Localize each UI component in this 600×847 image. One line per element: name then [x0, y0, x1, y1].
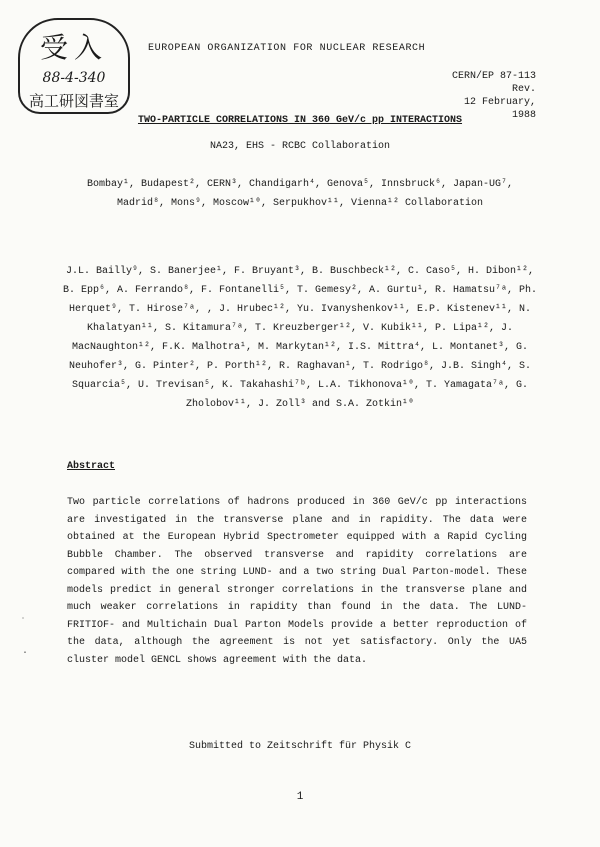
margin-mark: ˙ [20, 618, 27, 629]
collaboration-name: NA23, EHS - RCBC Collaboration [209, 141, 391, 152]
organization-name: EUROPEAN ORGANIZATION FOR NUCLEAR RESEARCH [148, 43, 426, 54]
paper-title [0, 115, 600, 126]
institution-list: Bombay¹, Budapest², CERN³, Chandigarh⁴, Genova⁵, Innsbruck⁶, Japan-UG⁷, Madrid⁸, Mons⁹, Moscow¹⁰, Serpukhov¹¹, Vienna¹² Collaboration [86, 179, 514, 209]
abstract-text: Two particle correlations of hadrons produced in 360 GeV/c pp interactions are investigated in the transverse plane and in rapidity. The data were obtained at the European Hybrid Spectrometer equipped with a Rapid Cycling Bubble Chamber. The observed transverse and rapidity correlations are compared with the one string LUND- and a two string Dual Parton-model. These models predict in general stronger correlations in the transverse plane and much weaker correlations in rapidity than found in the data. The LUND-FRITIOF- and Multichain Dual Parton Models provide a better reproduction of the data, although the agreement is not yet satisfactory. Only the UA5 cluster model GENCL shows agreement with the data. [67, 497, 527, 666]
report-date: 12 February, 1988 [463, 97, 536, 121]
page-number: 1 [296, 791, 304, 803]
paper-title-text: TWO-PARTICLE CORRELATIONS IN 360 GeV/c pp INTERACTIONS [137, 115, 463, 126]
stamp-received-text: 受入 [39, 31, 108, 64]
library-received-stamp [18, 18, 130, 114]
report-number: CERN/EP 87-113 Rev. [451, 71, 536, 95]
submission-note: Submitted to Zeitschrift für Physik C [188, 741, 412, 752]
abstract-heading: Abstract [67, 461, 116, 472]
stamp-institute: 高工研図書室 [28, 92, 119, 110]
author-list: J.L. Bailly⁹, S. Banerjee¹, F. Bruyant³, B. Buschbeck¹², C. Caso⁵, H. Dibon¹², B. Epp⁶, A. Ferrando⁸, F. Fontanelli⁵, T. Gemesy², A. Gurtu¹, R. Hamatsu⁷ᵃ, Ph. Herquet⁹, T. Hirose⁷ᵃ, , J. Hrubec¹², Yu. Ivanyshenkov¹¹, E.P. Kistenev¹¹, N. Khalatyan¹¹, S. Kitamura⁷ᵃ, T. Kreuzberger¹², V. Kubik¹¹, P. Lipa¹², J. MacNaughton¹², F.K. Malhotra¹, M. Markytan¹², I.S. Mittra⁴, L. Montanet³, G. Neuhofer³, G. Pinter², P. Porth¹², R. Raghavan¹, T. Rodrigo⁸, J.B. Singh⁴, S. Squarcia⁵, U. Trevisan⁵, K. Takahashi⁷ᵇ, L.A. Tikhonova¹⁰, T. Yamagata⁷ᵃ, G. Zholobov¹¹, J. Zoll³ and S.A. Zotkin¹⁰ [62, 266, 538, 410]
stamp-date: 88-4-340 [42, 70, 106, 86]
margin-mark: · [22, 648, 29, 659]
